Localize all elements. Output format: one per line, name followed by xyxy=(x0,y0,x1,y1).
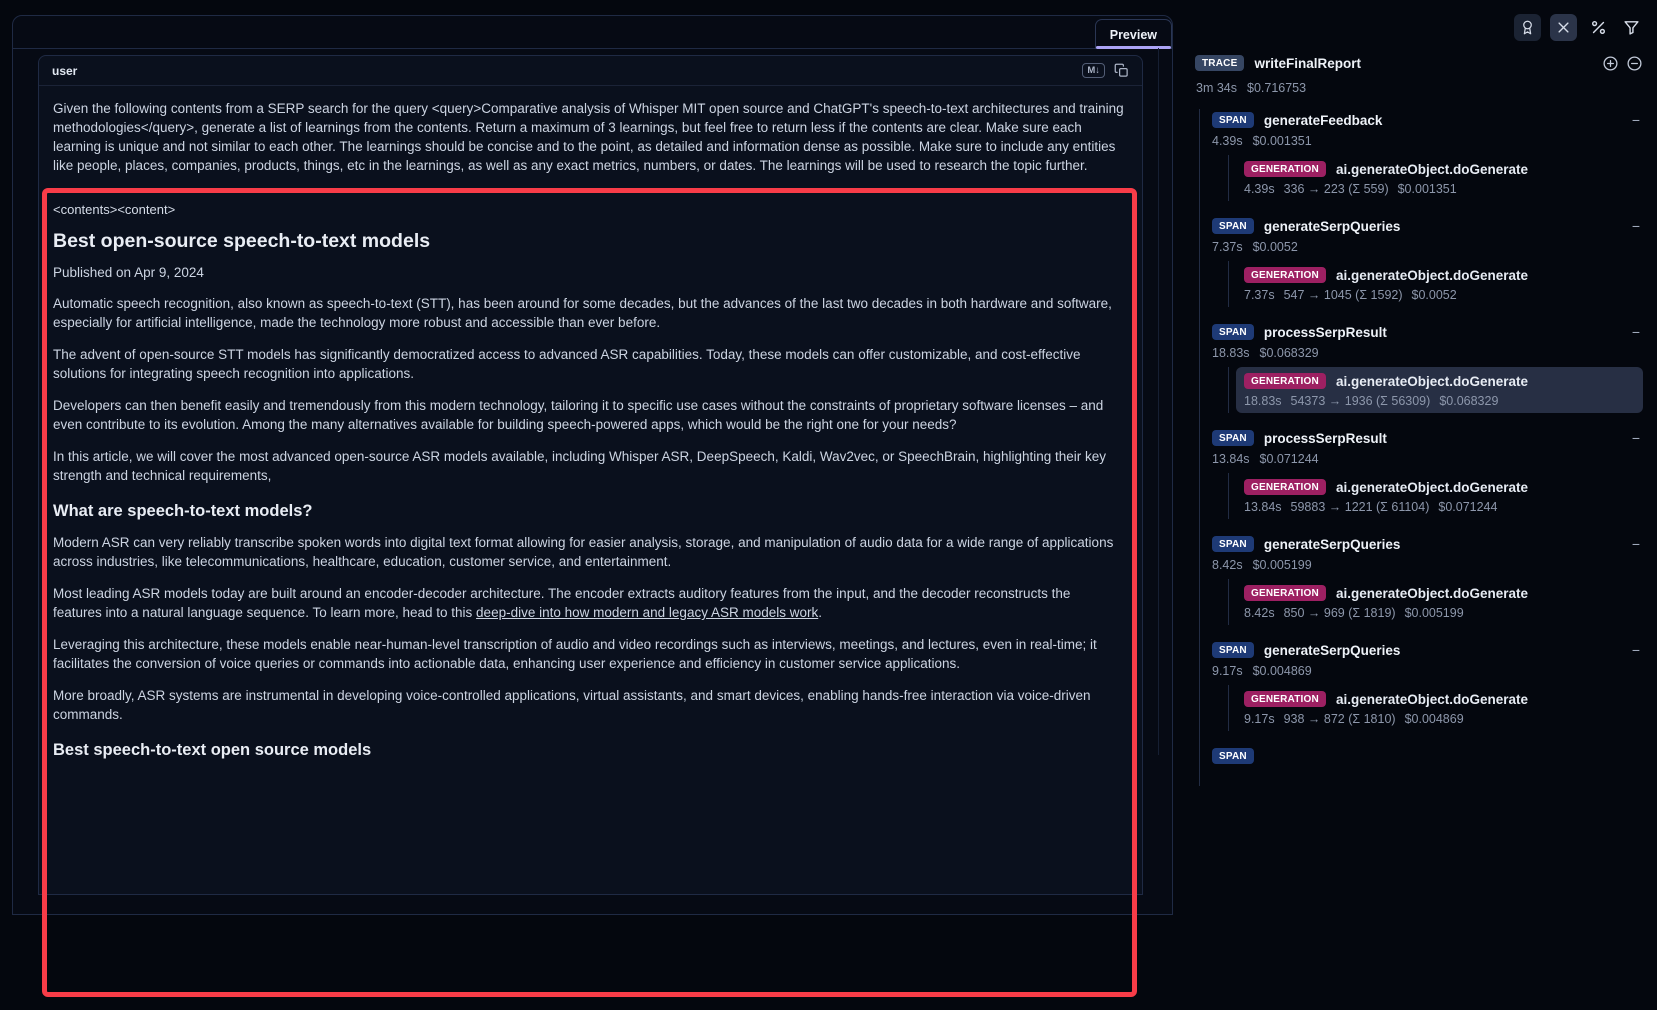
generation-group xyxy=(1228,685,1643,731)
trace-toolbar xyxy=(1195,14,1643,41)
generation-tokens: 54373 → 1936 (Σ 56309) xyxy=(1290,394,1431,408)
expand-all-icon[interactable] xyxy=(1602,55,1619,72)
generation-row[interactable] xyxy=(1236,473,1643,519)
collapse-all-icon[interactable] xyxy=(1626,55,1643,72)
span-duration: 9.17s xyxy=(1212,664,1243,678)
generation-metrics xyxy=(1244,288,1635,302)
generation-metrics xyxy=(1244,500,1635,514)
generation-duration: 18.83s xyxy=(1244,394,1282,408)
span-duration: 7.37s xyxy=(1212,240,1243,254)
generation-name: ai.generateObject.doGenerate xyxy=(1335,585,1529,601)
content-heading-2: What are speech-to-text models? xyxy=(53,502,313,520)
span-metrics xyxy=(1212,452,1643,468)
generation-row[interactable] xyxy=(1236,155,1643,201)
trace-duration: 3m 34s xyxy=(1196,81,1237,95)
span-cost: $0.005199 xyxy=(1252,558,1312,572)
tab-preview[interactable] xyxy=(1095,19,1172,49)
generation-badge: GENERATION xyxy=(1244,161,1326,177)
highlight-content xyxy=(53,200,1122,760)
content-tag-line: <contents><content> xyxy=(53,202,176,217)
generation-metrics xyxy=(1244,606,1635,620)
generation-group xyxy=(1228,261,1643,307)
span-badge: SPAN xyxy=(1212,748,1254,764)
trace-badge: TRACE xyxy=(1195,55,1244,71)
generation-cost: $0.071244 xyxy=(1438,500,1498,514)
copy-icon[interactable] xyxy=(1114,63,1129,78)
tab-preview-label: Preview xyxy=(1109,27,1157,42)
span-metrics xyxy=(1212,134,1643,150)
span-block xyxy=(1212,109,1643,201)
generation-row[interactable] xyxy=(1236,685,1643,731)
generation-metrics xyxy=(1244,394,1635,408)
trace-metrics xyxy=(1195,81,1643,97)
generation-tokens: 938 → 872 (Σ 1810) xyxy=(1283,712,1396,726)
message-header xyxy=(39,56,1142,86)
generation-duration: 13.84s xyxy=(1244,500,1282,514)
generation-duration: 8.42s xyxy=(1244,606,1275,620)
span-block xyxy=(1212,533,1643,625)
generation-metrics xyxy=(1244,712,1635,726)
generation-name: ai.generateObject.doGenerate xyxy=(1335,267,1529,283)
award-badge-icon[interactable] xyxy=(1514,14,1541,41)
span-badge: SPAN xyxy=(1212,536,1254,552)
generation-badge: GENERATION xyxy=(1244,585,1326,601)
trace-tree-panel xyxy=(1186,0,1657,762)
span-name: generateFeedback xyxy=(1263,112,1383,128)
content-text: Most leading ASR models today are built around an encoder-decoder architecture. The encoder extracts auditory features from the input, and the decoder reconstructs the features into a natural language sequence. To learn more, head to this xyxy=(53,586,1071,620)
span-block xyxy=(1212,745,1643,786)
generation-title-row xyxy=(1244,583,1635,603)
generation-group xyxy=(1228,367,1643,413)
span-metrics xyxy=(1212,240,1643,256)
collapse-panel-icon[interactable] xyxy=(1550,14,1577,41)
span-name: generateSerpQueries xyxy=(1263,218,1401,234)
tab-bar xyxy=(13,16,1172,49)
span-row[interactable] xyxy=(1212,215,1643,237)
span-row[interactable] xyxy=(1212,533,1643,555)
span-badge: SPAN xyxy=(1212,324,1254,340)
content-paragraph: More broadly, ASR systems are instrumental in developing voice-controlled applications, virtual assistants, and smart devices, enabling hands-free interaction via voice-driven commands. xyxy=(53,688,1091,722)
generation-metrics xyxy=(1244,182,1635,196)
content-paragraph: Modern ASR can very reliably transcribe spoken words into digital text format allowing for easier analysis, storage, and manipulation of audio data for a wide range of applications across industries, like telecommunications, healthcare, education, customer service, and entertainment. xyxy=(53,535,1114,569)
span-badge: SPAN xyxy=(1212,430,1254,446)
message-header-actions xyxy=(1082,63,1129,78)
generation-badge: GENERATION xyxy=(1244,479,1326,495)
generation-group xyxy=(1228,473,1643,519)
content-published-date: Published on Apr 9, 2024 xyxy=(53,265,204,280)
generation-name: ai.generateObject.doGenerate xyxy=(1335,479,1529,495)
message-instructions: Given the following contents from a SERP search for the query <query>Comparative analysis of Whisper MIT open source and ChatGPT's speech-to-text architectures and training methodologies</query>, generate a list of learnings from the contents. Return a maximum of 3 learnings, but feel free to return less if the contents are clear. Make sure each learning is unique and not similar to each other. The learnings should be concise and to the point, as detailed and information dense as possible. Make sure to include any entities like people, places, companies, products, things, etc in the learnings, as well as any exact metrics, numbers, or dates. The learnings will be used to research the topic further. xyxy=(53,101,1124,173)
generation-title-row xyxy=(1244,265,1635,285)
generation-cost: $0.068329 xyxy=(1439,394,1499,408)
generation-row[interactable] xyxy=(1236,367,1643,413)
span-row[interactable] xyxy=(1212,109,1643,131)
generation-group xyxy=(1228,579,1643,625)
generation-duration: 4.39s xyxy=(1244,182,1275,196)
span-badge: SPAN xyxy=(1212,218,1254,234)
span-block xyxy=(1212,215,1643,307)
span-cost: $0.0052 xyxy=(1252,240,1298,254)
trace-name: writeFinalReport xyxy=(1254,55,1361,71)
generation-cost: $0.004869 xyxy=(1404,712,1464,726)
content-heading-2: Best speech-to-text open source models xyxy=(53,741,372,759)
span-row[interactable] xyxy=(1212,639,1643,661)
span-cost: $0.001351 xyxy=(1252,134,1312,148)
span-duration: 4.39s xyxy=(1212,134,1243,148)
generation-name: ai.generateObject.doGenerate xyxy=(1335,691,1529,707)
span-metrics xyxy=(1212,664,1643,680)
message-role-label: user xyxy=(52,63,78,78)
filter-icon[interactable] xyxy=(1619,14,1643,41)
content-paragraph: Leveraging this architecture, these models enable near-human-level transcription of audio and video recordings such as interviews, meetings, and lectures, even in real-time; it facilitates the conversion of voice queries or commands into actionable data, enhancing user experience and efficiency in customer service applications. xyxy=(53,637,1097,671)
span-cost: $0.071244 xyxy=(1259,452,1319,466)
collapse-span-icon[interactable]: − xyxy=(1631,218,1640,234)
content-paragraph: Automatic speech recognition, also known as speech-to-text (STT), has been around for some decades, but the advances of the last two decades in both hardware and software, especially for artificial intelligence, made the technology more robust and accessible than ever before. xyxy=(53,296,1112,330)
generation-duration: 9.17s xyxy=(1244,712,1275,726)
generation-tokens: 336 → 223 (Σ 559) xyxy=(1283,182,1389,196)
percent-icon[interactable] xyxy=(1586,14,1610,41)
collapse-span-icon[interactable]: − xyxy=(1631,112,1640,128)
span-badge: SPAN xyxy=(1212,642,1254,658)
preview-panel-body xyxy=(13,49,1172,895)
collapse-span-icon[interactable]: − xyxy=(1631,324,1640,340)
content-paragraph: The advent of open-source STT models has significantly democratized access to advanced ASR capabilities. Today, these models can offer customizable, and cost-effective solutions for integrating speech recognition into applications. xyxy=(53,347,1081,381)
span-metrics xyxy=(1212,558,1643,574)
span-row[interactable] xyxy=(1212,745,1643,767)
annotation-highlight-box xyxy=(42,188,1137,997)
span-row[interactable] xyxy=(1212,321,1643,343)
generation-tokens: 59883 → 1221 (Σ 61104) xyxy=(1290,500,1430,514)
generation-tokens: 850 → 969 (Σ 1819) xyxy=(1283,606,1396,620)
generation-title-row xyxy=(1244,689,1635,709)
trace-controls xyxy=(1602,55,1643,72)
generation-title-row xyxy=(1244,159,1635,179)
generation-badge: GENERATION xyxy=(1244,267,1326,283)
generation-duration: 7.37s xyxy=(1244,288,1275,302)
span-list xyxy=(1199,109,1643,786)
user-message-card xyxy=(38,55,1143,895)
generation-row[interactable] xyxy=(1236,579,1643,625)
collapse-span-icon[interactable]: − xyxy=(1631,642,1640,658)
content-paragraph xyxy=(53,584,1122,622)
span-block xyxy=(1212,639,1643,731)
span-metrics xyxy=(1212,770,1643,786)
trace-cost: $0.716753 xyxy=(1247,81,1307,95)
generation-badge: GENERATION xyxy=(1244,691,1326,707)
generation-cost: $0.001351 xyxy=(1397,182,1457,196)
content-paragraph: Developers can then benefit easily and tremendously from this modern technology, tailoring it to specific use cases without the constraints of proprietary software licenses – and even contribute to its evolution. Among the many alternatives available for building speech-powered apps, which would be the right one for your needs? xyxy=(53,398,1104,432)
markdown-toggle-icon[interactable]: M↓ xyxy=(1082,63,1105,78)
span-name: generateSerpQueries xyxy=(1263,642,1401,658)
span-name: processSerpResult xyxy=(1263,430,1387,446)
generation-row[interactable] xyxy=(1236,261,1643,307)
generation-cost: $0.0052 xyxy=(1411,288,1457,302)
generation-name: ai.generateObject.doGenerate xyxy=(1335,373,1529,389)
content-heading-1: Best open-source speech-to-text models xyxy=(53,230,431,252)
span-metrics xyxy=(1212,346,1643,362)
span-block xyxy=(1212,427,1643,519)
panel-divider-line xyxy=(1158,48,1159,755)
span-duration: 13.84s xyxy=(1212,452,1250,466)
span-badge: SPAN xyxy=(1212,112,1254,128)
span-row[interactable] xyxy=(1212,427,1643,449)
generation-title-row xyxy=(1244,371,1635,391)
span-cost: $0.004869 xyxy=(1252,664,1312,678)
generation-group xyxy=(1228,155,1643,201)
span-cost: $0.068329 xyxy=(1259,346,1319,360)
span-duration: 8.42s xyxy=(1212,558,1243,572)
collapse-span-icon[interactable]: − xyxy=(1631,536,1640,552)
collapse-span-icon[interactable]: − xyxy=(1631,430,1640,446)
content-text: . xyxy=(818,605,822,620)
generation-cost: $0.005199 xyxy=(1404,606,1464,620)
generation-badge: GENERATION xyxy=(1244,373,1326,389)
content-paragraph: In this article, we will cover the most advanced open-source ASR models available, including Whisper ASR, DeepSpeech, Kaldi, Wav2vec, or SpeechBrain, highlighting their key strength and technical requirements, xyxy=(53,449,1107,483)
span-name: processSerpResult xyxy=(1263,324,1387,340)
span-duration: 18.83s xyxy=(1212,346,1250,360)
generation-tokens: 547 → 1045 (Σ 1592) xyxy=(1283,288,1403,302)
span-name: generateSerpQueries xyxy=(1263,536,1401,552)
trace-row[interactable] xyxy=(1195,52,1643,74)
generation-title-row xyxy=(1244,477,1635,497)
content-link[interactable]: deep-dive into how modern and legacy ASR models work xyxy=(476,605,819,620)
span-block xyxy=(1212,321,1643,413)
generation-name: ai.generateObject.doGenerate xyxy=(1335,161,1529,177)
message-body xyxy=(39,86,1142,1010)
preview-panel xyxy=(12,15,1173,915)
